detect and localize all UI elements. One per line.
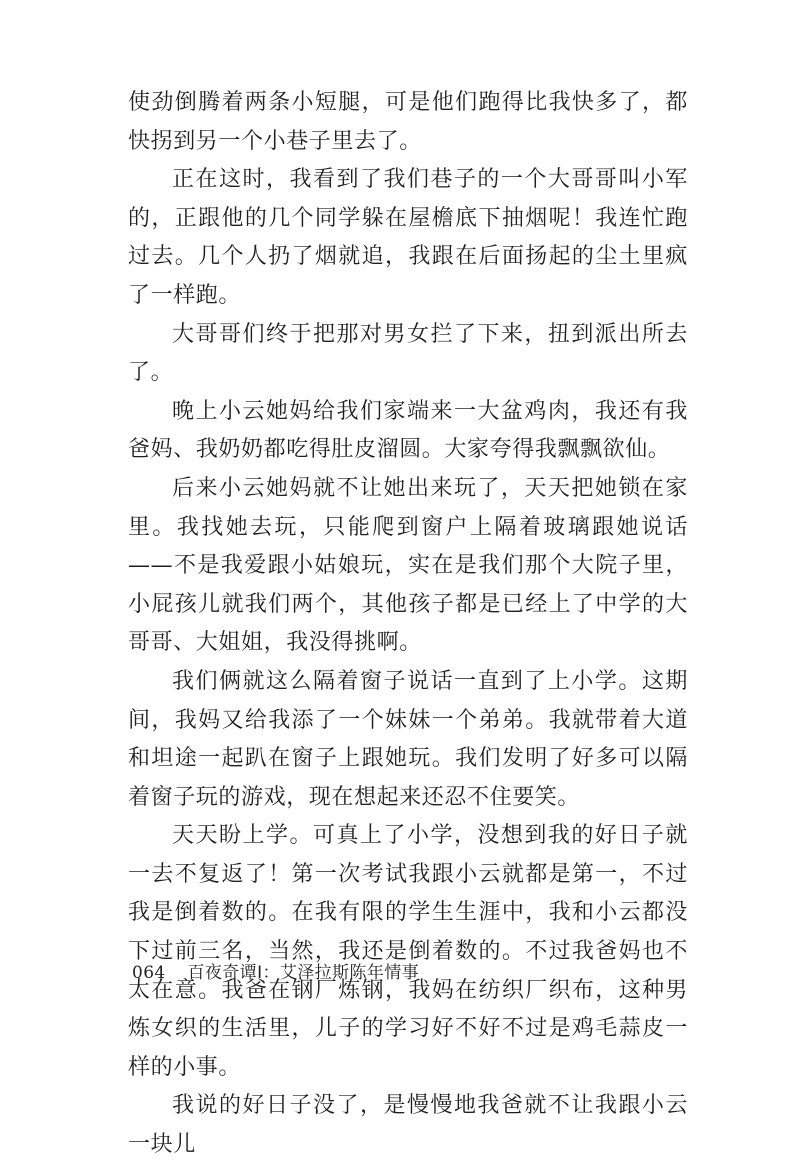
paragraph: 我说的好日子没了，是慢慢地我爸就不让我跟小云一块儿 xyxy=(128,1093,688,1158)
body-text xyxy=(128,84,688,1165)
page-number: 064 xyxy=(132,963,166,983)
paragraph: 我们俩就这么隔着窗子说话一直到了上小学。这期间，我妈又给我添了一个妹妹一个弟弟。我就带着大道和坦途一起趴在窗子上跟她玩。我们发明了好多可以隔着窗子玩的游戏，现在想起来还忍不住要笑。 xyxy=(128,668,688,810)
paragraph: 正在这时，我看到了我们巷子的一个大哥哥叫小军的，正跟他的几个同学躲在屋檐底下抽烟呢！我连忙跑过去。几个人扔了烟就追，我跟在后面扬起的尘土里疯了一样跑。 xyxy=(128,167,688,308)
running-title: 百夜奇谭Ⅰ：艾泽拉斯陈年情事 xyxy=(187,963,420,983)
page-footer xyxy=(132,958,419,983)
paragraph: 后来小云她妈就不让她出来玩了，天天把她锁在家里。我找她去玩，只能爬到窗户上隔着玻璃跟她说话——不是我爱跟小姑娘玩，实在是我们那个大院子里，小屁孩儿就我们两个，其他孩子都是已经上了中学的大哥哥、大姐姐，我没得挑啊。 xyxy=(128,475,688,656)
paragraph: 晚上小云她妈给我们家端来一大盆鸡肉，我还有我爸妈、我奶奶都吃得肚皮溜圆。大家夸得我飘飘欲仙。 xyxy=(128,398,688,463)
paragraph: 大哥哥们终于把那对男女拦了下来，扭到派出所去了。 xyxy=(128,321,688,386)
paragraph: 天天盼上学。可真上了小学，没想到我的好日子就一去不复返了！第一次考试我跟小云就都是第一，不过我是倒着数的。在我有限的学生生涯中，我和小云都没下过前三名，当然，我还是倒着数的。不过我爸妈也不太在意。我爸在钢厂炼钢，我妈在纺织厂织布，这种男炼女织的生活里，儿子的学习好不好不过是鸡毛蒜皮一样的小事。 xyxy=(128,823,688,1080)
paragraph-continuation: 使劲倒腾着两条小短腿，可是他们跑得比我快多了，都快拐到另一个小巷子里去了。 xyxy=(128,90,688,154)
